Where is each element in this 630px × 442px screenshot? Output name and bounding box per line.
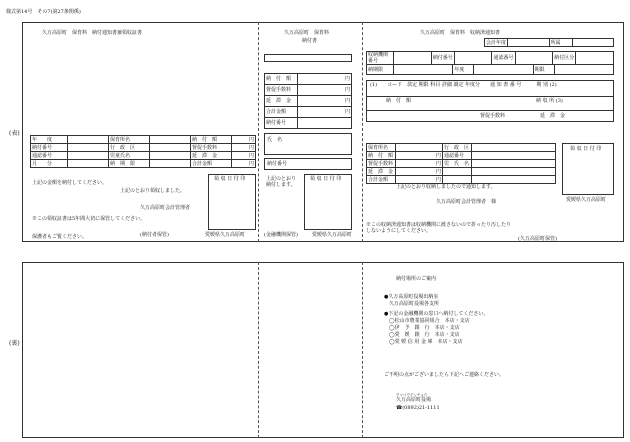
back-bank-2: ◯愛 媛 銀 行 本店・支店 <box>389 332 460 338</box>
table-row: 延 滞 金 円 <box>265 96 352 107</box>
right-number-cells <box>366 51 614 65</box>
table-row: 通認番号 児童氏名 延 滞 金 円 <box>32 152 254 159</box>
right-due-cells <box>366 64 614 75</box>
right-title: 久万高原町 保育料 収納済通知書 <box>420 30 501 36</box>
back-furigana: クマコウゲンチョウ <box>396 393 428 397</box>
table-row: 収納機関番号 納付番号 通認番号 納付区分 <box>367 52 614 65</box>
middle-title2: 納付書 <box>302 38 318 44</box>
right-code-divider2 <box>366 110 614 111</box>
back-label: (裏) <box>9 340 20 347</box>
back-inquiry: ご不明の点がございましたら下記へご連絡ください。 <box>384 372 505 378</box>
middle-footer-left: (金融機関保管) <box>264 232 298 238</box>
table-row: 年 度 保育所名 納 付 額 円 <box>32 136 254 143</box>
back-item1: ●久万高原町役場出納室 <box>384 294 439 300</box>
middle-stamp-box <box>304 174 352 230</box>
back-perforation-2 <box>362 262 363 438</box>
middle-note: 上記のとおり納付します。 <box>266 176 297 188</box>
back-bank-1: ◯伊 予 銀 行 本店・支店 <box>389 325 460 331</box>
right-code-row: (1) コード 款定 期限 科目 詳細 調定 年度分 通 知 書 番 号 期 別 (2) <box>370 82 557 88</box>
table-row: 合計金額 円 <box>265 107 352 118</box>
right-org: 愛媛県久万高原町 <box>566 197 607 203</box>
right-stamp-label: 領 収 日 付 印 <box>570 146 602 152</box>
table-row: 納 付 額 円 通認番号 <box>367 152 556 160</box>
right-footer: (久万高原町保管) <box>518 236 557 242</box>
table-row: 延 滞 金 円 <box>367 168 556 176</box>
front-label: (表) <box>9 130 20 137</box>
back-bank-0: ◯松山市農業協同組合 本店・支店 <box>389 318 470 324</box>
back-perforation-1 <box>258 262 259 438</box>
table-row: 納付番号 行 政 区 督促手数料 円 <box>32 144 254 151</box>
middle-top-box <box>264 54 352 62</box>
table-row: 督促手数料 円 <box>265 85 352 96</box>
table-row: 合計金額 円 <box>367 176 556 184</box>
receipt-title: 久万高原町 保育料 納付通知書兼領収証書 <box>42 30 143 36</box>
right-fee-label: 督促手数料 <box>480 113 506 119</box>
receipt-stamp-label: 領 収 日 付 印 <box>214 176 246 182</box>
middle-name-label: 氏 名 <box>267 137 283 143</box>
right-treasurer: 久万高原町会計管理者 様 <box>436 199 497 205</box>
receipt-stamp-box <box>208 174 256 230</box>
table-row: 納付番号 <box>265 118 352 129</box>
table-row: 納期限 年度 期限 <box>367 65 614 75</box>
table-row: 保育所名 行 政 区 <box>367 144 556 152</box>
middle-title1: 久万高原町 保育料 <box>284 30 330 36</box>
middle-stamp-label: 領 収 日 付 印 <box>310 176 342 182</box>
right-table <box>366 143 556 184</box>
back-item2: ●下記の金融機関の窓口へ納付してください。 <box>384 311 489 317</box>
table-row: 納 付 額 円 <box>265 74 352 85</box>
perforation-1 <box>258 22 259 242</box>
table-row: 月 分 納 期 限 合計金額 円 <box>32 160 254 167</box>
receipt-footer-right: 愛媛県久万高原町 <box>205 232 246 238</box>
middle-table <box>264 73 352 129</box>
back-frame <box>22 262 624 438</box>
right-late-label: 延 滞 金 <box>540 113 566 119</box>
table-row: 会計年度 所属 <box>485 39 614 47</box>
back-bank-3: ◯愛 媛 信 用 金 庫 本店・支店 <box>389 339 463 345</box>
back-item1b: 久万高原町役場各支所 <box>389 301 440 307</box>
right-receipt-amount-label: 納 収 所 (3) <box>536 98 563 104</box>
right-top-cells <box>484 38 614 47</box>
receipt-keep-note: ※この領収証書は5年間大切に保管してください。 <box>32 216 146 222</box>
back-office: 久万高原町役場 <box>396 397 432 403</box>
right-code-divider <box>366 96 614 97</box>
table-row: 督促手数料 円 児 氏 名 <box>367 160 556 168</box>
receipt-note2: 上記のとおり領収しました。 <box>120 188 186 194</box>
right-amount-label: 納 付 額 <box>386 98 412 104</box>
receipt-keep-note2: 保護者もご覧ください。 <box>32 234 88 240</box>
back-heading: 納付場所のご案内 <box>396 276 437 282</box>
back-phone: ☎(0892)21-1111 <box>396 405 440 411</box>
middle-number-label: 納付番号 <box>267 161 288 167</box>
receipt-note1: 上記の金額を納付してください。 <box>32 180 108 186</box>
receipt-footer-left: (納付者保管) <box>140 232 169 238</box>
receipt-table <box>30 135 256 168</box>
right-footnote: ※この収納済通知書は収納機関に渡さないので折ったり汚したりしないようにしてください。 <box>366 222 512 234</box>
right-note: 上記のとおり収納しましたので通知します。 <box>396 184 496 190</box>
form-header: 様式第14号 その7(第27条関係) <box>6 9 81 15</box>
receipt-treasurer: 久万高原町会計管理者 <box>140 205 191 211</box>
perforation-2 <box>362 22 363 242</box>
middle-footer-right: 愛媛県久万高原町 <box>312 232 353 238</box>
